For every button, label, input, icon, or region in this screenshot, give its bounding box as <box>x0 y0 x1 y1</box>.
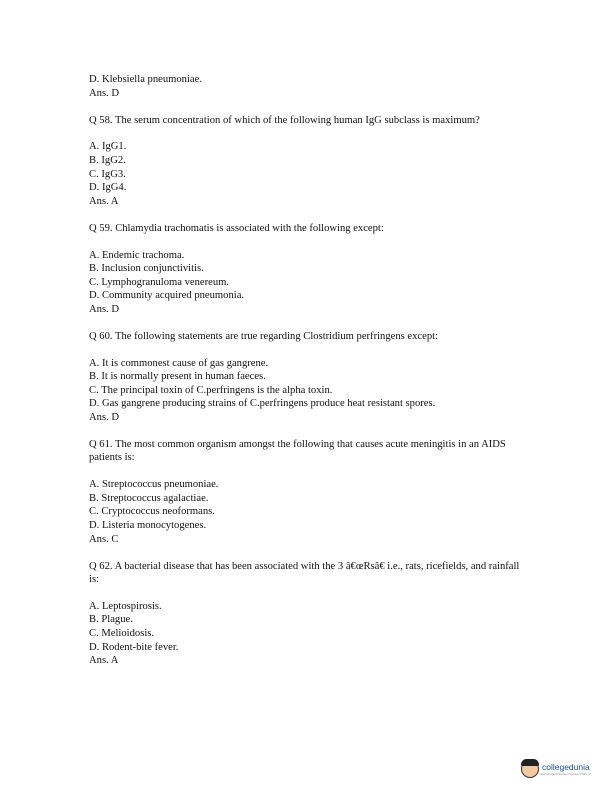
question-block-62 <box>89 560 529 668</box>
collegedunia-logo[interactable] <box>521 760 591 778</box>
option-text: C. Lymphogranuloma venereum. <box>89 276 230 288</box>
option-text: D. Klebsiella pneumoniae. <box>89 74 202 85</box>
answer-text: Ans. D <box>89 87 120 99</box>
option-text: A. Endemic trachoma. <box>89 249 185 261</box>
question-text: Q 58. The serum concentration of which of the following human IgG subclass is maximum? <box>89 114 480 126</box>
question-text: Q 61. The most common organism amongst the following that causes acute meningitis in an AIDS patients is: <box>89 439 506 464</box>
option-text: A. IgG1. <box>89 141 127 153</box>
question-text: Q 60. The following statements are true regarding Clostridium perfringens except: <box>89 330 439 342</box>
question-block-59 <box>89 222 529 317</box>
option-text: A. It is commonest cause of gas gangrene. <box>89 357 269 369</box>
question-text: Q 59. Chlamydia trachomatis is associated with the following except: <box>89 222 384 234</box>
option-text: B. IgG2. <box>89 154 126 166</box>
option-text: D. Community acquired pneumonia. <box>89 290 245 302</box>
option-text: A. Streptococcus pneumoniae. <box>89 479 219 491</box>
option-text: D. Listeria monocytogenes. <box>89 520 207 532</box>
option-text: C. Melioidosis. <box>89 628 155 639</box>
mascot-face-icon <box>521 760 539 778</box>
answer-text: Ans. C <box>89 533 119 545</box>
answer-text: Ans. A <box>89 195 119 207</box>
logo-tagline-text: India's largest Student Review Platform <box>539 771 592 776</box>
answer-text: Ans. A <box>89 655 119 667</box>
answer-text: Ans. D <box>89 412 120 424</box>
question-block-61 <box>89 438 529 546</box>
option-text: C. The principal toxin of C.perfringens is the alpha toxin. <box>89 384 333 396</box>
option-text: D. Gas gangrene producing strains of C.perfringens produce heat resistant spores. <box>89 398 436 410</box>
option-text: B. Inclusion conjunctivitis. <box>89 263 204 275</box>
option-text: B. Streptococcus agalactiae. <box>89 492 209 504</box>
option-text: C. IgG3. <box>89 168 126 180</box>
option-text: D. Rodent-bite fever. <box>89 641 179 653</box>
option-text: C. Cryptococcus neoformans. <box>89 506 215 518</box>
option-text: A. Leptospirosis. <box>89 600 162 612</box>
question-block-60 <box>89 330 529 425</box>
answer-text: Ans. D <box>89 303 120 315</box>
option-text: B. It is normally present in human faeces. <box>89 371 266 383</box>
document-body <box>89 73 529 668</box>
option-text: B. Plague. <box>89 614 133 626</box>
logo-brand-text: collegedunia <box>542 761 590 772</box>
question-block-58 <box>89 114 529 209</box>
option-text: D. IgG4. <box>89 182 127 194</box>
question-text: Q 62. A bacterial disease that has been associated with the 3 â€œRsâ€ i.e., rats, ricefields, and rainfall is: <box>89 560 520 586</box>
